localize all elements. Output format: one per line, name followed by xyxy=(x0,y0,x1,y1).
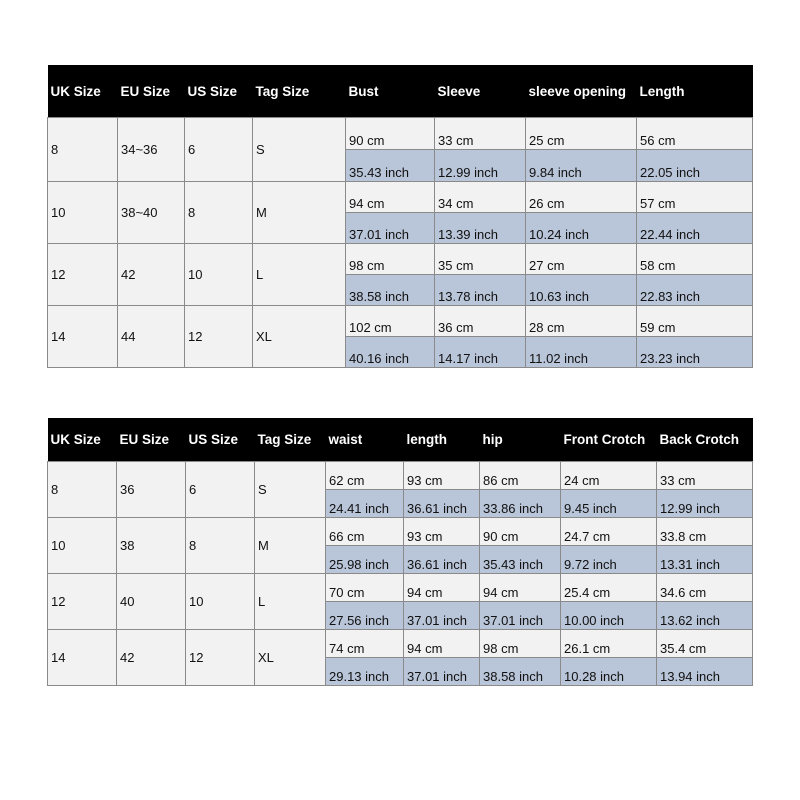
bust-cm-cell: 94 cm xyxy=(346,182,435,213)
hip-cm-cell: 98 cm xyxy=(480,630,561,658)
back-crotch-inch-cell: 12.99 inch xyxy=(657,490,753,518)
length-cm-cell: 94 cm xyxy=(404,574,480,602)
eu-size-cell: 38~40 xyxy=(118,182,185,244)
eu-size-cell: 36 xyxy=(117,462,186,518)
table-row-cm xyxy=(48,306,753,337)
sleeve-opening-inch-cell: 10.24 inch xyxy=(526,213,637,244)
hip-cm-cell: 94 cm xyxy=(480,574,561,602)
front-crotch-cm-cell: 25.4 cm xyxy=(561,574,657,602)
bottom-size-table xyxy=(47,418,753,686)
tag-size-cell: L xyxy=(253,244,346,306)
table-row-cm xyxy=(48,518,753,546)
header-uk-size: UK Size xyxy=(48,418,117,462)
length-cm-cell: 56 cm xyxy=(637,118,753,150)
length-inch-cell: 22.83 inch xyxy=(637,275,753,306)
length-cm-cell: 94 cm xyxy=(404,630,480,658)
bust-inch-cell: 40.16 inch xyxy=(346,337,435,368)
table-row-cm xyxy=(48,574,753,602)
header-eu-size: EU Size xyxy=(118,65,185,118)
top-size-table xyxy=(47,65,753,368)
header-sleeve: Sleeve xyxy=(435,65,526,118)
us-size-cell: 12 xyxy=(185,306,253,368)
sleeve-opening-cm-cell: 25 cm xyxy=(526,118,637,150)
front-crotch-inch-cell: 9.45 inch xyxy=(561,490,657,518)
bust-cm-cell: 98 cm xyxy=(346,244,435,275)
length-inch-cell: 23.23 inch xyxy=(637,337,753,368)
header-front-crotch: Front Crotch xyxy=(561,418,657,462)
table-row-cm xyxy=(48,118,753,150)
eu-size-cell: 44 xyxy=(118,306,185,368)
header-tag-size: Tag Size xyxy=(255,418,326,462)
header-us-size: US Size xyxy=(186,418,255,462)
eu-size-cell: 40 xyxy=(117,574,186,630)
uk-size-cell: 10 xyxy=(48,182,118,244)
us-size-cell: 12 xyxy=(186,630,255,686)
sleeve-inch-cell: 13.39 inch xyxy=(435,213,526,244)
sleeve-cm-cell: 33 cm xyxy=(435,118,526,150)
uk-size-cell: 10 xyxy=(48,518,117,574)
length-cm-cell: 93 cm xyxy=(404,518,480,546)
hip-cm-cell: 90 cm xyxy=(480,518,561,546)
front-crotch-inch-cell: 9.72 inch xyxy=(561,546,657,574)
uk-size-cell: 8 xyxy=(48,118,118,182)
header-back-crotch: Back Crotch xyxy=(657,418,753,462)
table-header-row xyxy=(48,418,753,462)
sleeve-opening-inch-cell: 9.84 inch xyxy=(526,150,637,182)
sleeve-cm-cell: 35 cm xyxy=(435,244,526,275)
tag-size-cell: XL xyxy=(253,306,346,368)
eu-size-cell: 42 xyxy=(118,244,185,306)
back-crotch-cm-cell: 33 cm xyxy=(657,462,753,490)
waist-inch-cell: 25.98 inch xyxy=(326,546,404,574)
uk-size-cell: 12 xyxy=(48,574,117,630)
header-length: Length xyxy=(637,65,753,118)
front-crotch-inch-cell: 10.00 inch xyxy=(561,602,657,630)
us-size-cell: 10 xyxy=(186,574,255,630)
table-row-cm xyxy=(48,244,753,275)
hip-inch-cell: 37.01 inch xyxy=(480,602,561,630)
waist-cm-cell: 70 cm xyxy=(326,574,404,602)
back-crotch-cm-cell: 33.8 cm xyxy=(657,518,753,546)
back-crotch-cm-cell: 34.6 cm xyxy=(657,574,753,602)
sleeve-opening-inch-cell: 11.02 inch xyxy=(526,337,637,368)
table-row-cm xyxy=(48,182,753,213)
header-eu-size: EU Size xyxy=(117,418,186,462)
hip-cm-cell: 86 cm xyxy=(480,462,561,490)
back-crotch-cm-cell: 35.4 cm xyxy=(657,630,753,658)
sleeve-inch-cell: 12.99 inch xyxy=(435,150,526,182)
header-hip: hip xyxy=(480,418,561,462)
hip-inch-cell: 33.86 inch xyxy=(480,490,561,518)
us-size-cell: 6 xyxy=(185,118,253,182)
tag-size-cell: M xyxy=(255,518,326,574)
bust-cm-cell: 102 cm xyxy=(346,306,435,337)
length-cm-cell: 57 cm xyxy=(637,182,753,213)
waist-cm-cell: 74 cm xyxy=(326,630,404,658)
bust-inch-cell: 38.58 inch xyxy=(346,275,435,306)
waist-inch-cell: 27.56 inch xyxy=(326,602,404,630)
bust-cm-cell: 90 cm xyxy=(346,118,435,150)
tag-size-cell: XL xyxy=(255,630,326,686)
tag-size-cell: S xyxy=(255,462,326,518)
bust-inch-cell: 37.01 inch xyxy=(346,213,435,244)
front-crotch-cm-cell: 26.1 cm xyxy=(561,630,657,658)
header-uk-size: UK Size xyxy=(48,65,118,118)
table-row-cm xyxy=(48,462,753,490)
tag-size-cell: M xyxy=(253,182,346,244)
tag-size-cell: L xyxy=(255,574,326,630)
length-cm-cell: 59 cm xyxy=(637,306,753,337)
length-inch-cell: 22.05 inch xyxy=(637,150,753,182)
sleeve-opening-cm-cell: 27 cm xyxy=(526,244,637,275)
header-us-size: US Size xyxy=(185,65,253,118)
bust-inch-cell: 35.43 inch xyxy=(346,150,435,182)
uk-size-cell: 14 xyxy=(48,306,118,368)
us-size-cell: 10 xyxy=(185,244,253,306)
tag-size-cell: S xyxy=(253,118,346,182)
length-inch-cell: 37.01 inch xyxy=(404,658,480,686)
length-inch-cell: 36.61 inch xyxy=(404,546,480,574)
sleeve-opening-cm-cell: 26 cm xyxy=(526,182,637,213)
back-crotch-inch-cell: 13.31 inch xyxy=(657,546,753,574)
front-crotch-cm-cell: 24 cm xyxy=(561,462,657,490)
header-length: length xyxy=(404,418,480,462)
length-inch-cell: 37.01 inch xyxy=(404,602,480,630)
us-size-cell: 8 xyxy=(186,518,255,574)
length-cm-cell: 93 cm xyxy=(404,462,480,490)
length-cm-cell: 58 cm xyxy=(637,244,753,275)
back-crotch-inch-cell: 13.94 inch xyxy=(657,658,753,686)
length-inch-cell: 22.44 inch xyxy=(637,213,753,244)
eu-size-cell: 42 xyxy=(117,630,186,686)
header-bust: Bust xyxy=(346,65,435,118)
front-crotch-cm-cell: 24.7 cm xyxy=(561,518,657,546)
header-sleeve-opening: sleeve opening xyxy=(526,65,637,118)
hip-inch-cell: 35.43 inch xyxy=(480,546,561,574)
sleeve-cm-cell: 34 cm xyxy=(435,182,526,213)
header-tag-size: Tag Size xyxy=(253,65,346,118)
hip-inch-cell: 38.58 inch xyxy=(480,658,561,686)
waist-cm-cell: 62 cm xyxy=(326,462,404,490)
table-header-row xyxy=(48,65,753,118)
waist-inch-cell: 29.13 inch xyxy=(326,658,404,686)
length-inch-cell: 36.61 inch xyxy=(404,490,480,518)
eu-size-cell: 38 xyxy=(117,518,186,574)
uk-size-cell: 12 xyxy=(48,244,118,306)
sleeve-cm-cell: 36 cm xyxy=(435,306,526,337)
us-size-cell: 8 xyxy=(185,182,253,244)
header-waist: waist xyxy=(326,418,404,462)
waist-inch-cell: 24.41 inch xyxy=(326,490,404,518)
sleeve-inch-cell: 13.78 inch xyxy=(435,275,526,306)
waist-cm-cell: 66 cm xyxy=(326,518,404,546)
sleeve-opening-inch-cell: 10.63 inch xyxy=(526,275,637,306)
us-size-cell: 6 xyxy=(186,462,255,518)
sleeve-inch-cell: 14.17 inch xyxy=(435,337,526,368)
uk-size-cell: 14 xyxy=(48,630,117,686)
eu-size-cell: 34~36 xyxy=(118,118,185,182)
front-crotch-inch-cell: 10.28 inch xyxy=(561,658,657,686)
sleeve-opening-cm-cell: 28 cm xyxy=(526,306,637,337)
uk-size-cell: 8 xyxy=(48,462,117,518)
back-crotch-inch-cell: 13.62 inch xyxy=(657,602,753,630)
table-row-cm xyxy=(48,630,753,658)
